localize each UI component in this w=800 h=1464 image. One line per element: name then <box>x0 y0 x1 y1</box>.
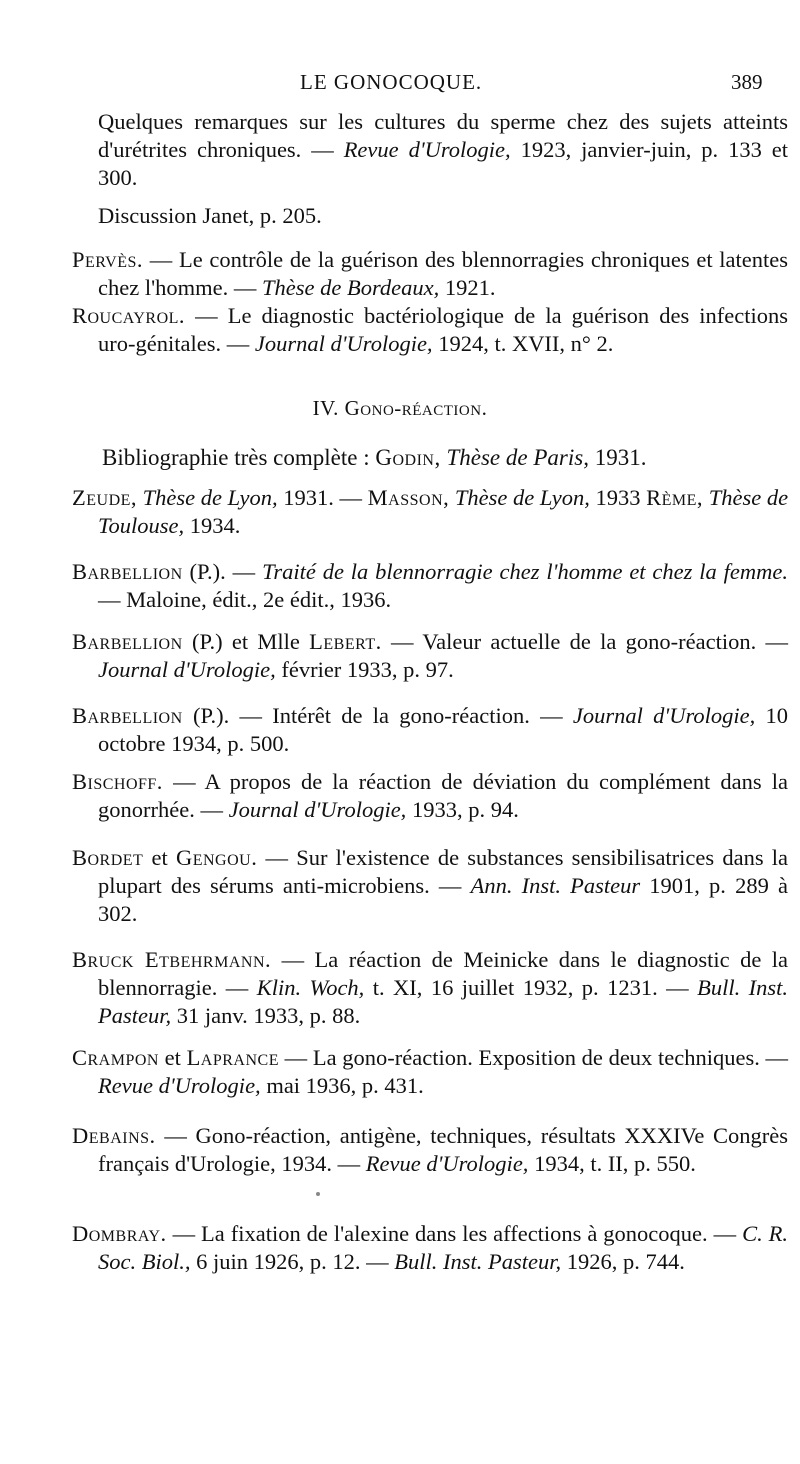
running-head <box>0 70 800 100</box>
reference-entry: Bischoff. — A propos de la réaction de déviation du complément dans la gonorrhée. — Journal d'Urologie, 1933, p. 94. <box>72 769 788 822</box>
reference-entry: Debains. — Gono-réaction, antigène, techniques, résultats XXXIVe Congrès français d'Urologie, 1934. — Revue d'Urologie, 1934, t. II, p. 550. <box>72 1123 788 1176</box>
reference-entry: Bordet et Gengou. — Sur l'existence de substances sensibilisatrices dans la plupart des sérums anti-microbiens. — Ann. Inst. Pasteur 1901, p. 289 à 302. <box>72 845 789 926</box>
speck-mark <box>316 1192 320 1196</box>
reference-entry: Crampon et Laprance — La gono-réaction. Exposition de deux techniques. — Revue d'Urologie, mai 1936, p. 431. <box>72 1045 788 1098</box>
reference-entry: Barbellion (P.). — Traité de la blennorragie chez l'homme et chez la femme. — Maloine, édit., 2e édit., 1936. <box>72 559 788 612</box>
reference-entry: Pervès. — Le contrôle de la guérison des blennorragies chroniques et latentes chez l'homme. — Thèse de Bordeaux, 1921. <box>72 247 789 300</box>
reference-entry: Bruck Etbehrmann. — La réaction de Meinicke dans le diagnostic de la blennorragie. — Klin. Woch, t. XI, 16 juillet 1932, p. 1231. — Bull. Inst. Pasteur, 31 janv. 1933, p. 88. <box>72 947 789 1028</box>
reference-entry: Quelques remarques sur les cultures du sperme chez des sujets atteints d'urétrites chroniques. — Revue d'Urologie, 1923, janvier-juin, p. 133 et 300. <box>98 109 788 190</box>
reference-entry: Roucayrol. — Le diagnostic bactériologique de la guérison des infections uro-génitales. — Journal d'Urologie, 1924, t. XVII, n° 2. <box>72 303 789 356</box>
reference-entry: Zeude, Thèse de Lyon, 1931. — Masson, Thèse de Lyon, 1933 Rème, Thèse de Toulouse, 1934. <box>72 485 789 538</box>
reference-entry: Dombray. — La fixation de l'alexine dans les affections à gonocoque. — C. R. Soc. Biol., 6 juin 1926, p. 12. — Bull. Inst. Pasteur, 1926, p. 744. <box>72 1221 789 1274</box>
page-number: 389 <box>731 70 763 94</box>
bibliography-note: Bibliographie très complète : Godin, Thèse de Paris, 1931. <box>102 445 647 470</box>
reference-entry: Barbellion (P.). — Intérêt de la gono-réaction. — Journal d'Urologie, 10 octobre 1934, p. 500. <box>72 703 789 756</box>
running-title: LE GONOCOQUE. <box>300 70 483 94</box>
section-heading: IV. Gono-réaction. <box>312 396 488 420</box>
reference-entry: Barbellion (P.) et Mlle Lebert. — Valeur actuelle de la gono-réaction. — Journal d'Urologie, février 1933, p. 97. <box>72 629 788 682</box>
reference-note: Discussion Janet, p. 205. <box>98 203 322 228</box>
